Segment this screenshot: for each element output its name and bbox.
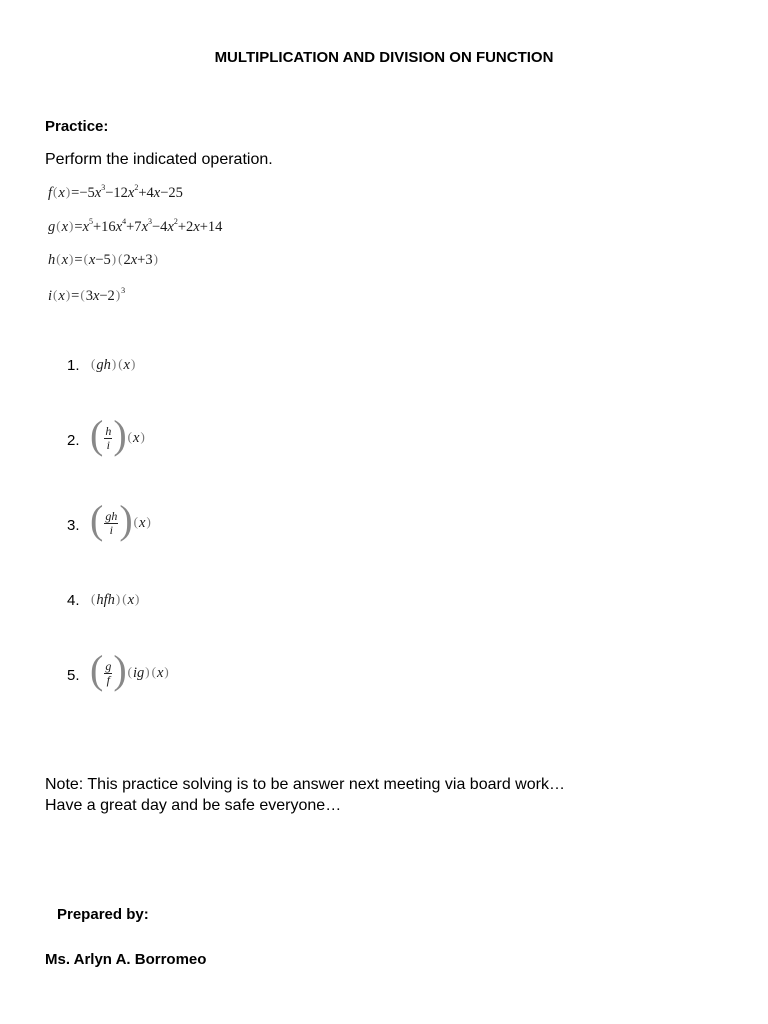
fraction-denominator: f [106, 672, 110, 687]
function-g-definition: $g(x)=x^5+16x^4+7x^3-4x^2+2x+14$ [48, 217, 223, 235]
problem-variable: x [139, 514, 146, 531]
problem-3-expression: ( $\frac{gh}{i}$ ) ( x ) [90, 497, 151, 542]
problem-1-expression: (gh) (x) [91, 356, 136, 373]
instruction-text: Perform the indicated operation. [45, 151, 273, 168]
problem-number: 4. [67, 592, 80, 609]
problem-operator: gh [96, 357, 111, 373]
problem-number: 5. [67, 667, 80, 684]
problem-variable: x [156, 664, 164, 681]
function-name: f [48, 185, 53, 201]
note-line: Note: This practice solving is to be answer next meeting via board work… [45, 776, 565, 793]
function-h-definition: h(x)=(x−5) (2x+3) [48, 251, 158, 268]
problem-variable: x [127, 592, 134, 608]
problem-operator: ig [133, 664, 145, 681]
fraction-denominator: i [109, 522, 113, 537]
practice-heading: Practice: [45, 118, 109, 135]
function-variable: x [61, 219, 69, 235]
page-title: MULTIPLICATION AND DIVISION ON FUNCTION [214, 49, 554, 66]
problem-5-expression: ( $\frac{g}{f}$ ) ( ig ) ( x ) [90, 647, 169, 692]
problem-4-expression: (hfh) (x) [91, 591, 140, 608]
function-variable: x [61, 252, 69, 268]
problem-number: 3. [67, 517, 80, 534]
function-name: h [48, 252, 56, 268]
note-line: Have a great day and be safe everyone… [45, 797, 342, 814]
fraction-numerator: gh [105, 508, 118, 523]
closing-note [45, 774, 565, 816]
function-name: g [48, 219, 56, 235]
function-g-rhs: $x^5+16x^4+7x^3-4x^2+2x+14$ [82, 217, 223, 235]
problem-variable: x [133, 429, 140, 446]
function-i-rhs: $(3x-2)^3$ [80, 286, 126, 304]
function-i-definition: $i(x)=(3x-2)^3$ [48, 286, 126, 304]
function-variable: x [58, 288, 65, 304]
function-h-rhs: (x−5) (2x+3) [83, 251, 158, 268]
prepared-by-label: Prepared by: [57, 906, 149, 923]
problem-number: 2. [67, 432, 80, 449]
problem-operator: hfh [96, 592, 115, 608]
problem-number: 1. [67, 357, 80, 374]
function-f-rhs: $-5x^3-12x^2+4x-25$ [79, 183, 183, 201]
function-f-definition: $f(x)=-5x^3-12x^2+4x-25$ [48, 183, 183, 201]
fraction-numerator: h [105, 423, 112, 438]
problem-variable: x [123, 357, 130, 373]
fraction-numerator: g [105, 658, 112, 673]
fraction-denominator: i [106, 437, 110, 452]
author-name: Ms. Arlyn A. Borromeo [45, 951, 207, 968]
function-name: i [48, 288, 53, 304]
problem-2-expression: ( $\frac{h}{i}$ ) ( x ) [90, 412, 145, 457]
function-variable: x [58, 185, 65, 201]
